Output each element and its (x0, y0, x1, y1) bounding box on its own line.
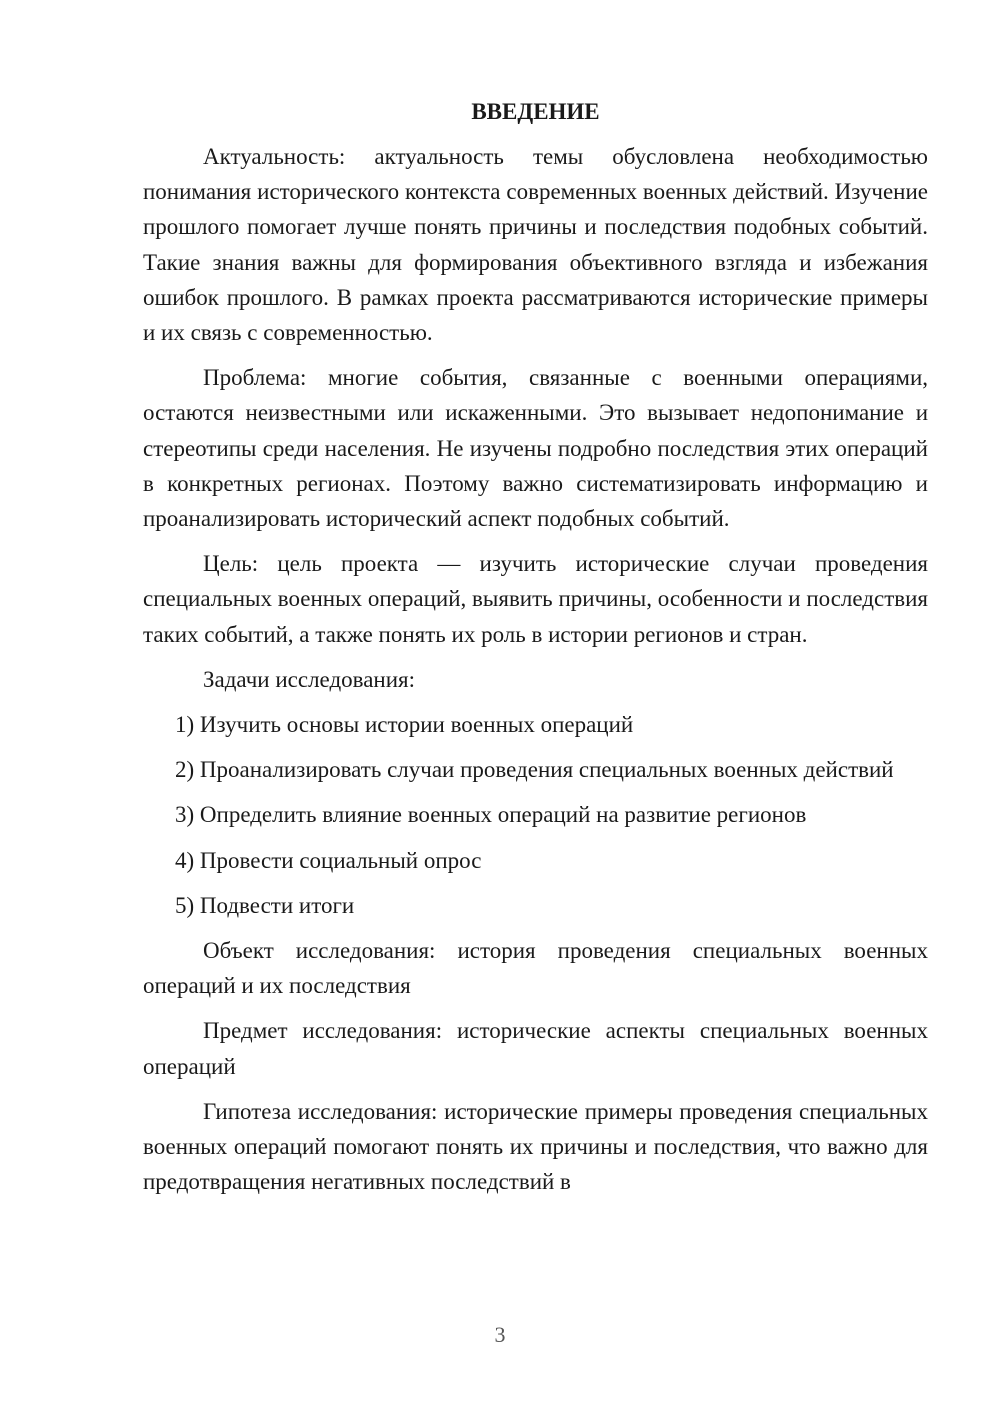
page-title: ВВЕДЕНИЕ (471, 99, 600, 124)
task-item-1: 1) Изучить основы истории военных операций (175, 712, 634, 738)
problem-paragraph: Проблема: многие события, связанные с военными операциями, остаются неизвестными или искаженными. Это вызывает недопонимание и стереотипы среди населения. Не изучены подробно последствия этих операций в конкретных регионах. Поэтому важно систематизировать информацию и проанализировать исторический аспект подобных событий. (143, 365, 928, 532)
page-content (143, 94, 928, 1209)
tasks-heading: Задачи исследования: (203, 666, 416, 692)
hypothesis-paragraph: Гипотеза исследования: исторические примеры проведения специальных военных операций помогают понять их причины и последствия, что важно для предотвращения негативных последствий в (143, 1098, 928, 1195)
task-item-4: 4) Провести социальный опрос (175, 847, 482, 873)
task-item-5: 5) Подвести итоги (175, 892, 355, 918)
subject-paragraph: Предмет исследования: исторические аспекты специальных военных операций (143, 1018, 928, 1079)
page-number: 3 (494, 1322, 506, 1347)
relevance-paragraph: Актуальность: актуальность темы обусловлена необходимостью понимания исторического контекста современных военных действий. Изучение прошлого помогает лучше понять причины и последствия подобных событий. Такие знания важны для формирования объективного взгляда и избежания ошибок прошлого. В рамках проекта рассматриваются исторические примеры и их связь с современностью. (143, 144, 928, 346)
object-paragraph: Объект исследования: история проведения специальных военных операций и их последствия (143, 938, 928, 999)
task-item-3: 3) Определить влияние военных операций на развитие регионов (175, 802, 807, 828)
task-item-2: 2) Проанализировать случаи проведения специальных военных действий (175, 757, 894, 783)
goal-paragraph: Цель: цель проекта — изучить исторические случаи проведения специальных военных операций, выявить причины, особенности и последствия таких событий, а также понять их роль в истории регионов и стран. (143, 551, 928, 647)
